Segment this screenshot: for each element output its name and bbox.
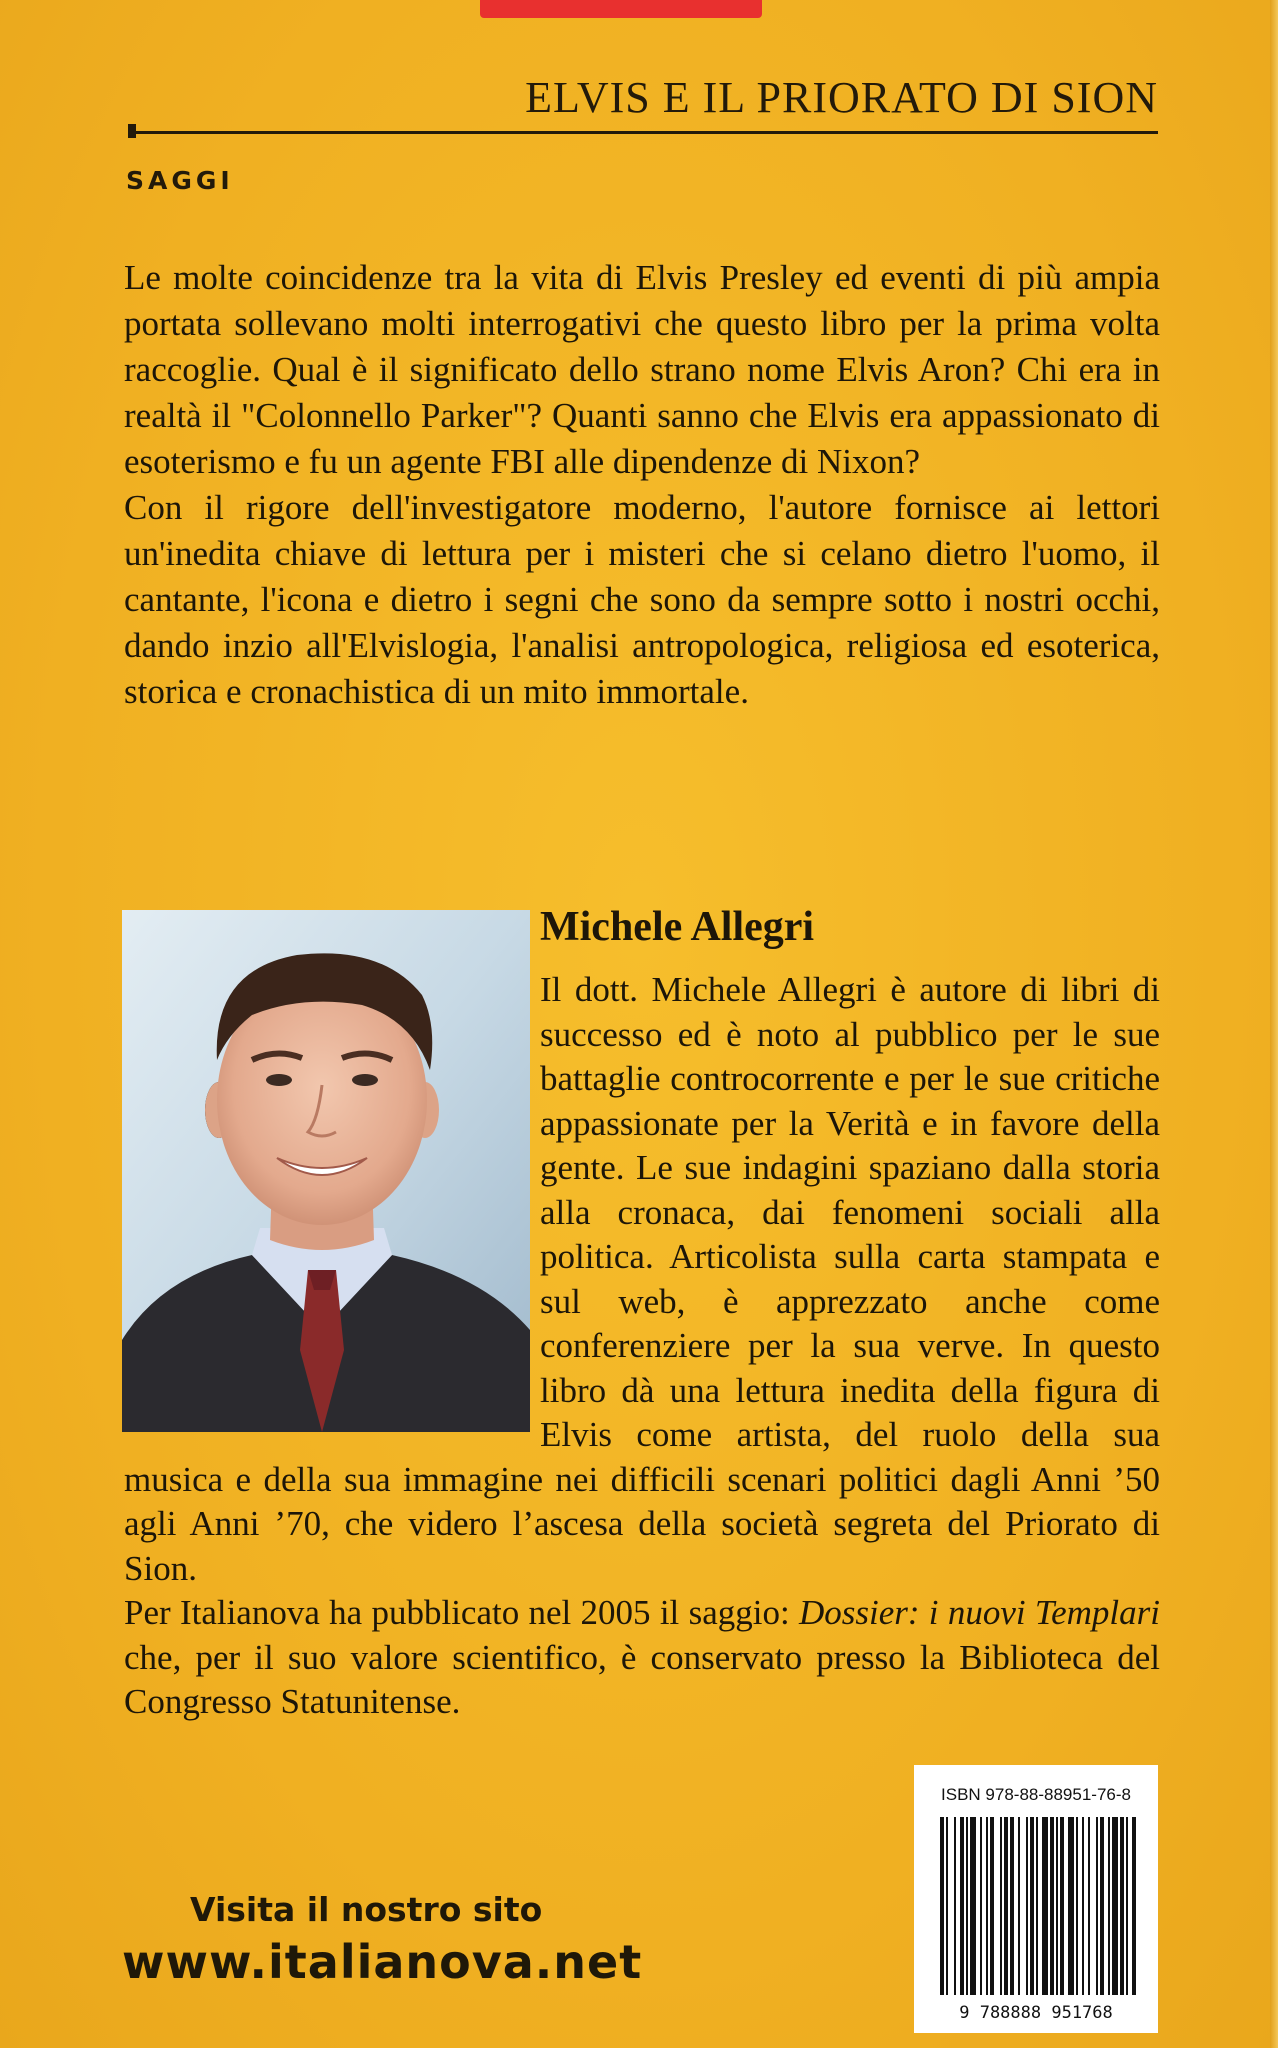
- barcode-bar: [1000, 1817, 1002, 1995]
- barcode-bar: [1068, 1817, 1074, 1995]
- synopsis: [124, 255, 1160, 715]
- title-rule: [130, 131, 1158, 134]
- synopsis-paragraph: Le molte coincidenze tra la vita di Elvis Presley ed eventi di più ampia portata sollevano molti interrogativi che questo libro per la prima volta raccoglie. Qual è il significato dello strano nome Elvis Aron? Chi era in realtà il "Colonnello Parker"? Quanti sanno che Elvis era appassionato di esoterismo e fu un agente FBI alle dipendenze di Nixon?: [124, 258, 1160, 481]
- barcode-bar: [954, 1817, 956, 1995]
- bio-paragraph: Il dott. Michele Allegri è autore di libri di successo ed è noto al pubblico per le sue battaglie controcorrente e per le sue critiche appassionate per la Verità e in favore della gente. Le sue indagini spaziano dalla storia alla cronaca, dai fenomeni sociali alla politica. Articolista sulla carta stampata e sul web, è apprezzato anche come conferenziere per la sua verve. In questo libro dà una lettura inedita della figura di Elvis come artista, del ruolo della sua musica e della sua immagine nei difficili scenari politici dagli Anni ’50 agli Anni ’70, che videro l’ascesa della società segreta del Priorato di Sion.: [124, 970, 1160, 1588]
- barcode-bar: [1018, 1817, 1020, 1995]
- barcode-bar: [1112, 1817, 1118, 1995]
- barcode-bar: [980, 1817, 982, 1995]
- barcode-bar: [1036, 1817, 1038, 1995]
- publisher-url[interactable]: www.italianova.net: [122, 1935, 643, 1989]
- barcode-bar: [1108, 1817, 1110, 1995]
- author-name: Michele Allegri: [540, 904, 815, 950]
- synopsis-paragraph: Con il rigore dell'investigatore moderno, l'autore fornisce ai lettori un'inedita chiave di lettura per i misteri che si celano dietro l'uomo, il cantante, l'icona e dietro i segni che sono da sempre sotto i nostri occhi, dando inzio all'Elvislogia, l'analisi antropologica, religiosa ed esoterica, storica e cronachistica di un mito immortale.: [124, 488, 1160, 711]
- isbn-number: ISBN 978-88-88951-76-8: [941, 1785, 1131, 1804]
- publication-paragraph: [124, 1591, 1160, 1725]
- cover-edge: [1270, 0, 1278, 2048]
- barcode-bar: [1120, 1817, 1124, 1995]
- website-callout: Visita il nostro sito: [190, 1890, 543, 1929]
- barcode-bar: [986, 1817, 988, 1995]
- publication-title: Dossier: i nuovi Templari: [798, 1593, 1160, 1632]
- publication-note: che, per il suo valore scientifico, è conservato presso la Biblioteca del Congresso Statunitense.: [124, 1637, 1160, 1721]
- barcode-bar: [1030, 1817, 1034, 1995]
- barcode-bar: [1026, 1817, 1028, 1995]
- barcode-bar: [970, 1817, 976, 1995]
- barcode-bar: [940, 1817, 944, 1995]
- barcode-bar: [1056, 1817, 1058, 1995]
- barcode-bar: [1132, 1817, 1136, 1995]
- author-bio: [124, 968, 1160, 1725]
- barcode-bar: [1010, 1817, 1014, 1995]
- barcode-graphic: [914, 1765, 1158, 2033]
- barcode-bar: [960, 1817, 964, 1995]
- barcode-panel: [914, 1765, 1158, 2033]
- barcode-bar: [1042, 1817, 1048, 1995]
- barcode-bar: [1082, 1817, 1084, 1995]
- barcode-bar: [1096, 1817, 1098, 1995]
- photo-spacer: [124, 968, 540, 1438]
- red-sticker-tab: [480, 0, 762, 18]
- barcode-bar: [1004, 1817, 1008, 1995]
- barcode-bar: [1076, 1817, 1078, 1995]
- barcode-bar: [946, 1817, 948, 1995]
- barcode-bar: [1050, 1817, 1054, 1995]
- series-label: SAGGI: [126, 166, 234, 195]
- barcode-bar: [1088, 1817, 1090, 1995]
- barcode-bar: [1060, 1817, 1064, 1995]
- barcode-bar: [990, 1817, 994, 1995]
- barcode-bar: [1126, 1817, 1128, 1995]
- publication-intro: Per Italianova ha pubblicato nel 2005 il saggio:: [124, 1593, 799, 1632]
- barcode-bar: [1100, 1817, 1104, 1995]
- book-title: ELVIS E IL PRIORATO DI SION: [525, 73, 1158, 122]
- barcode-bar: [966, 1817, 968, 1995]
- barcode-digits: 9 788888 951768: [959, 2003, 1113, 2023]
